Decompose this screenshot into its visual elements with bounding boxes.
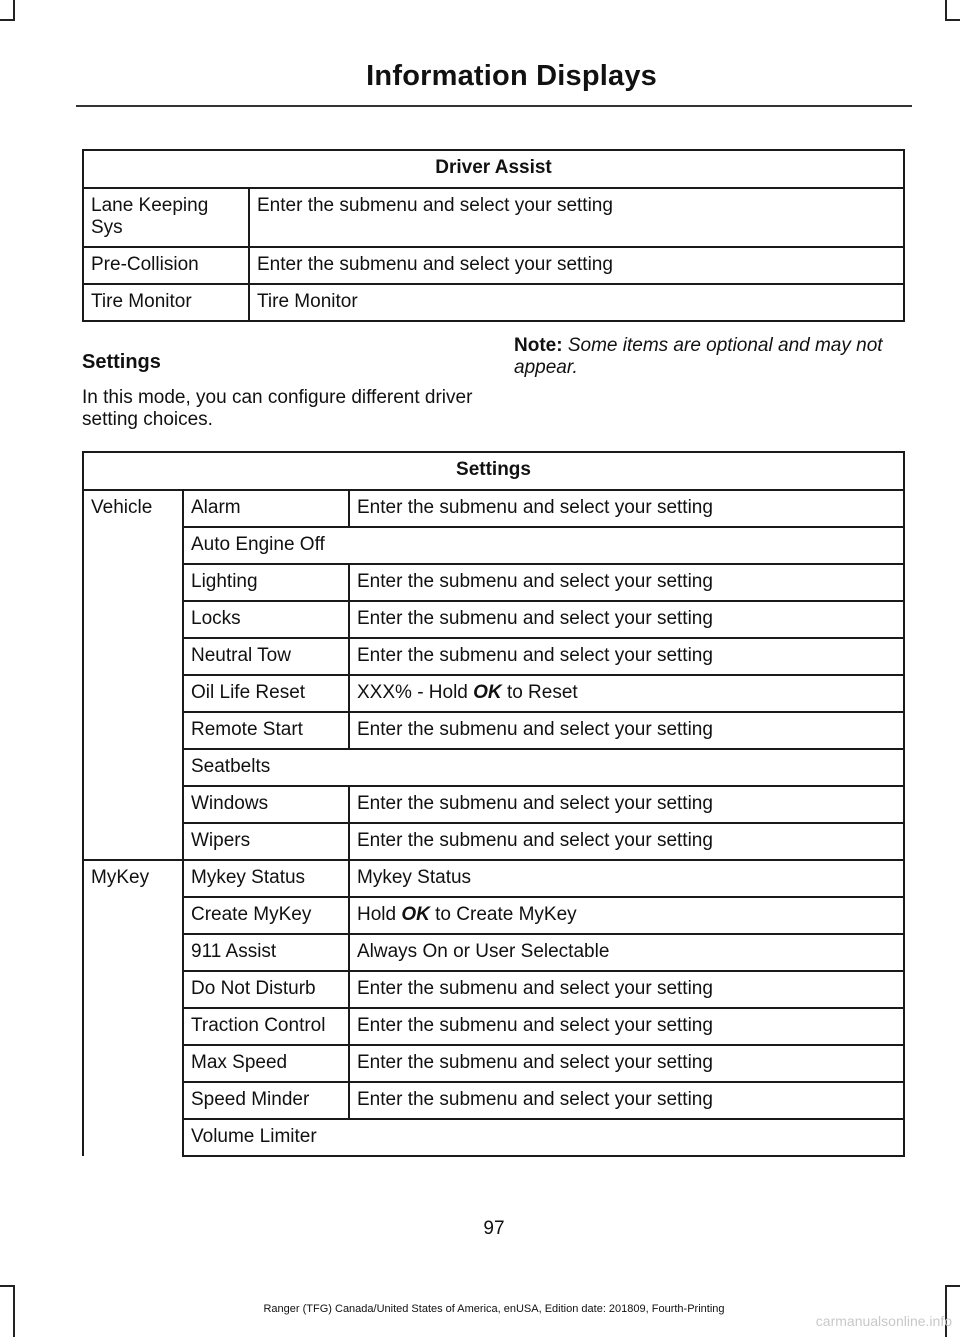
value-cell: Always On or User Selectable — [349, 934, 904, 971]
section-heading: Settings — [82, 351, 161, 373]
page-number: 97 — [483, 1218, 505, 1239]
value-post: to Create MyKey — [435, 904, 577, 925]
item-cell: Locks — [183, 601, 349, 638]
value-post: to Reset — [506, 682, 578, 703]
item-cell: Remote Start — [183, 712, 349, 749]
note-label: Note: — [514, 335, 563, 356]
value-cell: Enter the submenu and select your setting — [349, 490, 904, 527]
table-row — [83, 490, 904, 527]
item-cell: Oil Life Reset — [183, 675, 349, 712]
table-row — [83, 1119, 904, 1156]
note-text: Some items are optional and may not appear. — [514, 335, 883, 378]
table-row — [83, 860, 904, 897]
item-cell: Windows — [183, 786, 349, 823]
table-row — [83, 971, 904, 1008]
item-cell: Mykey Status — [183, 860, 349, 897]
watermark: carmanualsonline.info — [815, 1313, 952, 1329]
note — [514, 335, 899, 379]
table-row — [83, 675, 904, 712]
group-mykey: MyKey — [83, 860, 183, 1156]
value-cell: Enter the submenu and select your setting — [349, 786, 904, 823]
ok-button-label: OK — [401, 904, 430, 925]
table-row — [83, 786, 904, 823]
value-cell: Enter the submenu and select your setting — [349, 1082, 904, 1119]
crop-mark-bottom-right-h — [945, 1285, 960, 1287]
crop-mark-top-right-h — [945, 19, 960, 21]
value-cell: Enter the submenu and select your setting — [349, 971, 904, 1008]
item-cell: Seatbelts — [183, 749, 904, 786]
value-cell: Tire Monitor — [249, 284, 904, 321]
crop-mark-top-left-v — [13, 0, 15, 20]
footer-text: Ranger (TFG) Canada/United States of America, enUSA, Edition date: 201809, Fourth-Printing — [263, 1303, 725, 1315]
value-cell — [349, 897, 904, 934]
header-divider — [76, 105, 912, 107]
driver-assist-title: Driver Assist — [83, 150, 904, 188]
item-cell: Traction Control — [183, 1008, 349, 1045]
crop-mark-top-left-h — [0, 19, 15, 21]
item-cell: Lane Keeping Sys — [83, 188, 249, 247]
item-cell: Auto Engine Off — [183, 527, 904, 564]
table-row — [83, 897, 904, 934]
table-row — [83, 1045, 904, 1082]
item-cell: Volume Limiter — [183, 1119, 904, 1156]
value-cell: Mykey Status — [349, 860, 904, 897]
value-cell: Enter the submenu and select your setting — [349, 564, 904, 601]
group-vehicle: Vehicle — [83, 490, 183, 860]
section-body: In this mode, you can configure different driver setting choices. — [82, 387, 473, 430]
item-cell: Tire Monitor — [83, 284, 249, 321]
table-row — [83, 247, 904, 284]
item-cell: Create MyKey — [183, 897, 349, 934]
table-row — [83, 601, 904, 638]
value-pre: Hold — [357, 904, 397, 925]
value-cell: Enter the submenu and select your setting — [349, 1008, 904, 1045]
value-cell: Enter the submenu and select your setting — [349, 823, 904, 860]
crop-mark-bottom-left-h — [0, 1285, 15, 1287]
table-row — [83, 1082, 904, 1119]
value-pre: XXX% - Hold — [357, 682, 468, 703]
settings-table-title: Settings — [83, 452, 904, 490]
driver-assist-table — [82, 149, 905, 322]
item-cell: Pre-Collision — [83, 247, 249, 284]
table-row — [83, 284, 904, 321]
value-cell: Enter the submenu and select your setting — [249, 188, 904, 247]
item-cell: Do Not Disturb — [183, 971, 349, 1008]
value-cell: Enter the submenu and select your setting — [249, 247, 904, 284]
item-cell: Alarm — [183, 490, 349, 527]
table-row — [83, 527, 904, 564]
table-row — [83, 564, 904, 601]
item-cell: Max Speed — [183, 1045, 349, 1082]
table-row — [83, 823, 904, 860]
value-cell — [349, 675, 904, 712]
settings-table — [82, 451, 905, 1157]
table-row — [83, 712, 904, 749]
value-cell: Enter the submenu and select your setting — [349, 601, 904, 638]
table-row — [83, 188, 904, 247]
ok-button-label: OK — [473, 682, 502, 703]
table-row — [83, 749, 904, 786]
table-row — [83, 1008, 904, 1045]
table-row — [83, 934, 904, 971]
item-cell: Neutral Tow — [183, 638, 349, 675]
value-cell: Enter the submenu and select your setting — [349, 1045, 904, 1082]
crop-mark-top-right-v — [945, 0, 947, 20]
value-cell: Enter the submenu and select your setting — [349, 712, 904, 749]
value-cell: Enter the submenu and select your setting — [349, 638, 904, 675]
item-cell: Wipers — [183, 823, 349, 860]
page-title: Information Displays — [366, 60, 657, 92]
item-cell: 911 Assist — [183, 934, 349, 971]
table-row — [83, 638, 904, 675]
item-cell: Lighting — [183, 564, 349, 601]
item-cell: Speed Minder — [183, 1082, 349, 1119]
